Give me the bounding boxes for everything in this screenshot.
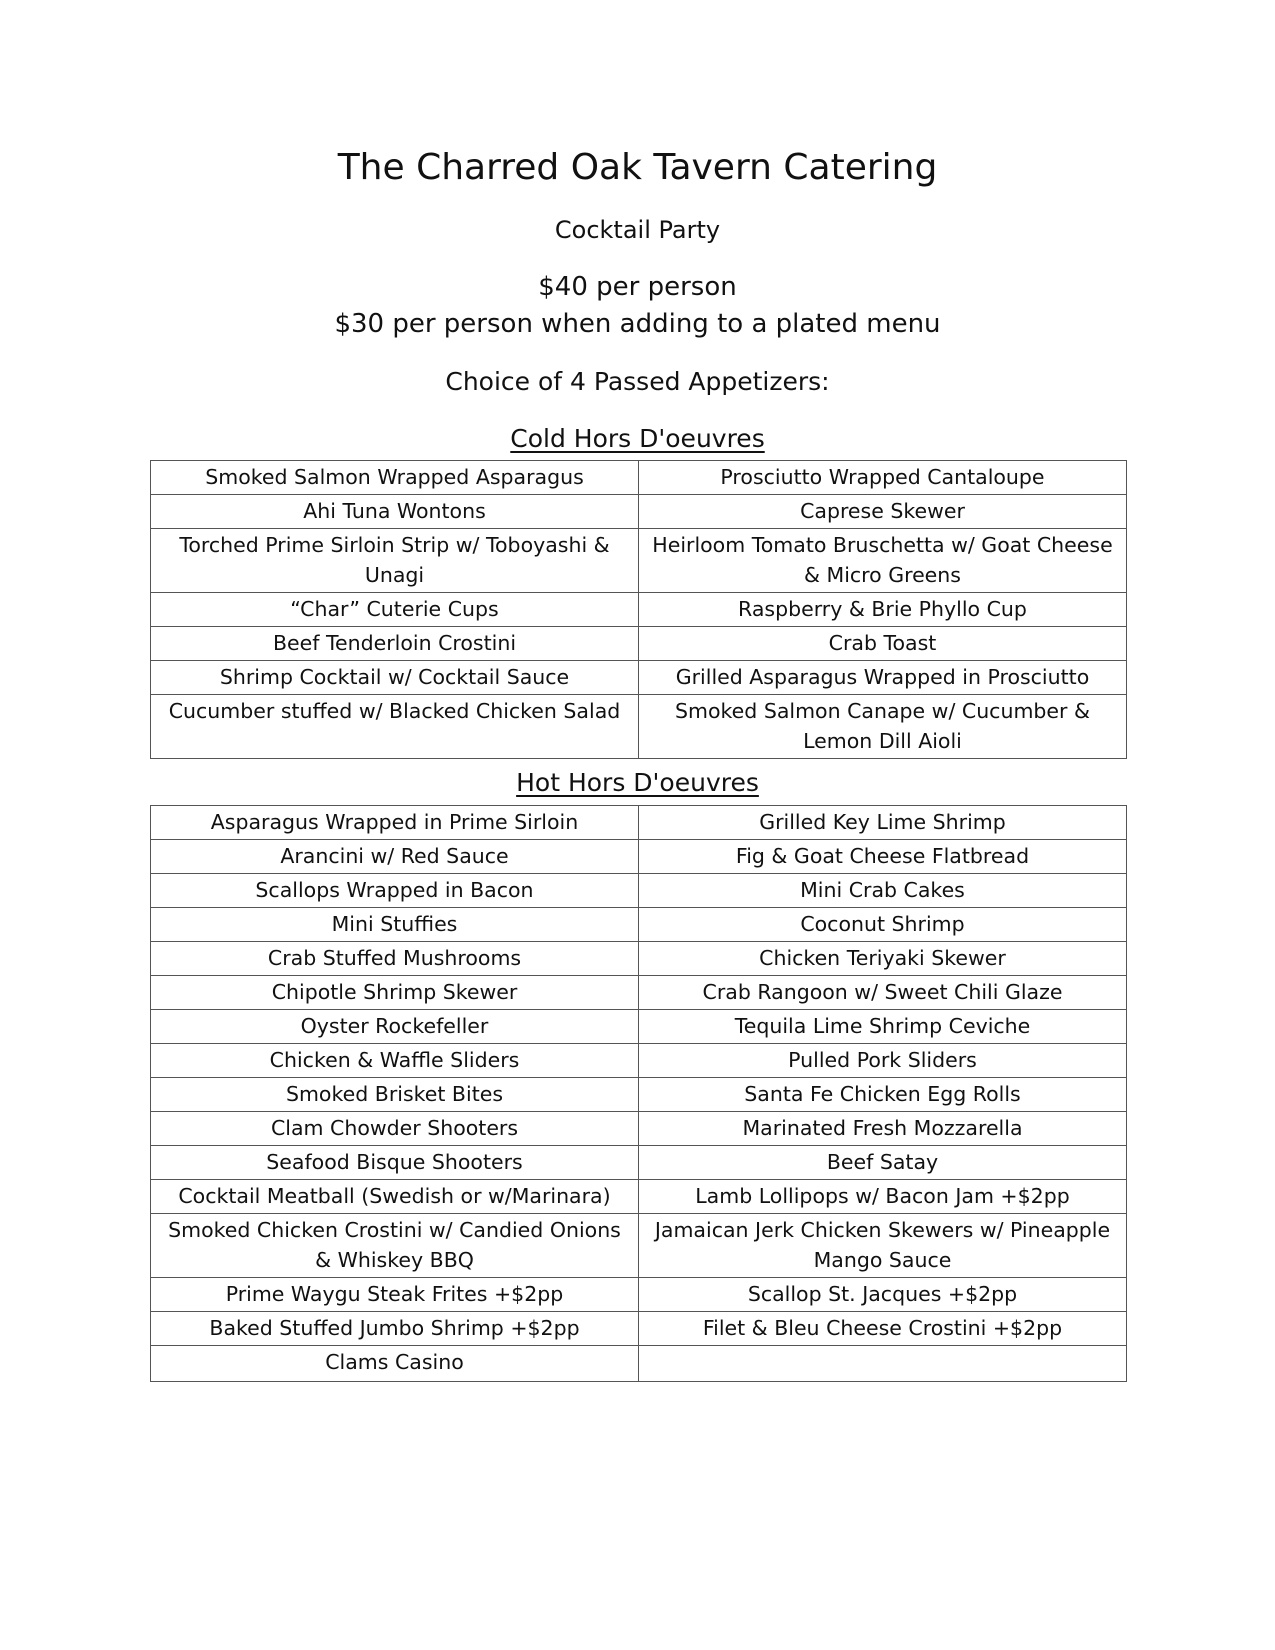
table-row: [151, 461, 1127, 495]
table-row: [151, 529, 1127, 593]
menu-item: Coconut Shrimp: [639, 908, 1127, 942]
table-row: [151, 874, 1127, 908]
menu-item: Tequila Lime Shrimp Ceviche: [639, 1010, 1127, 1044]
table-row: [151, 1078, 1127, 1112]
table-row: [151, 1044, 1127, 1078]
menu-item: “Char” Cuterie Cups: [151, 593, 639, 627]
menu-item: Smoked Brisket Bites: [151, 1078, 639, 1112]
menu-item: Grilled Key Lime Shrimp: [639, 806, 1127, 840]
menu-item: Clam Chowder Shooters: [151, 1112, 639, 1146]
table-row: [151, 593, 1127, 627]
empty-cell: [639, 1346, 1127, 1382]
table-row: [151, 1112, 1127, 1146]
table-row: [151, 1346, 1127, 1382]
table-row: [151, 806, 1127, 840]
table-row: [151, 1214, 1127, 1278]
menu-item: Fig & Goat Cheese Flatbread: [639, 840, 1127, 874]
menu-item: Pulled Pork Sliders: [639, 1044, 1127, 1078]
menu-item: Prosciutto Wrapped Cantaloupe: [639, 461, 1127, 495]
table-row: [151, 661, 1127, 695]
menu-item: Smoked Salmon Canape w/ Cucumber & Lemon Dill Aioli: [639, 695, 1127, 759]
menu-item: Grilled Asparagus Wrapped in Prosciutto: [639, 661, 1127, 695]
table-row: [151, 976, 1127, 1010]
table-row: [151, 1180, 1127, 1214]
menu-item: Ahi Tuna Wontons: [151, 495, 639, 529]
menu-item: Chicken & Waffle Sliders: [151, 1044, 639, 1078]
price-per-person: $40 per person: [538, 272, 737, 302]
menu-item: Raspberry & Brie Phyllo Cup: [639, 593, 1127, 627]
menu-item: Clams Casino: [151, 1346, 639, 1382]
menu-item: Prime Waygu Steak Frites +$2pp: [151, 1278, 639, 1312]
table-row: [151, 840, 1127, 874]
menu-item: Torched Prime Sirloin Strip w/ Toboyashi & Unagi: [151, 529, 639, 593]
menu-item: Shrimp Cocktail w/ Cocktail Sauce: [151, 661, 639, 695]
menu-item: Beef Satay: [639, 1146, 1127, 1180]
table-row: [151, 695, 1127, 759]
menu-item: Cocktail Meatball (Swedish or w/Marinara): [151, 1180, 639, 1214]
menu-item: Heirloom Tomato Bruschetta w/ Goat Cheese & Micro Greens: [639, 529, 1127, 593]
event-type: Cocktail Party: [554, 216, 721, 244]
choice-label: Choice of 4 Passed Appetizers:: [445, 367, 830, 396]
menu-item: Baked Stuffed Jumbo Shrimp +$2pp: [151, 1312, 639, 1346]
menu-item: Smoked Chicken Crostini w/ Candied Onions & Whiskey BBQ: [151, 1214, 639, 1278]
menu-item: Marinated Fresh Mozzarella: [639, 1112, 1127, 1146]
menu-item: Crab Rangoon w/ Sweet Chili Glaze: [639, 976, 1127, 1010]
menu-item: Mini Crab Cakes: [639, 874, 1127, 908]
table-row: [151, 1146, 1127, 1180]
menu-item: Chipotle Shrimp Skewer: [151, 976, 639, 1010]
table-row: [151, 495, 1127, 529]
menu-item: Scallop St. Jacques +$2pp: [639, 1278, 1127, 1312]
table-row: [151, 942, 1127, 976]
price-plated-addon: $30 per person when adding to a plated menu: [334, 309, 941, 339]
menu-item: Oyster Rockefeller: [151, 1010, 639, 1044]
table-row: [151, 908, 1127, 942]
hot-section-heading: Hot Hors D'oeuvres: [516, 768, 759, 797]
menu-item: Arancini w/ Red Sauce: [151, 840, 639, 874]
hot-menu-table: [150, 805, 1127, 1382]
table-row: [151, 1278, 1127, 1312]
menu-item: Cucumber stuffed w/ Blacked Chicken Salad: [151, 695, 639, 759]
cold-section-heading: Cold Hors D'oeuvres: [510, 424, 765, 453]
cold-menu-table: [150, 460, 1127, 759]
table-row: [151, 627, 1127, 661]
menu-item: Filet & Bleu Cheese Crostini +$2pp: [639, 1312, 1127, 1346]
menu-item: Mini Stuffies: [151, 908, 639, 942]
menu-item: Beef Tenderloin Crostini: [151, 627, 639, 661]
menu-item: Chicken Teriyaki Skewer: [639, 942, 1127, 976]
menu-item: Santa Fe Chicken Egg Rolls: [639, 1078, 1127, 1112]
menu-item: Crab Stuffed Mushrooms: [151, 942, 639, 976]
menu-item: Smoked Salmon Wrapped Asparagus: [151, 461, 639, 495]
menu-item: Seafood Bisque Shooters: [151, 1146, 639, 1180]
table-row: [151, 1010, 1127, 1044]
menu-item: Scallops Wrapped in Bacon: [151, 874, 639, 908]
menu-item: Lamb Lollipops w/ Bacon Jam +$2pp: [639, 1180, 1127, 1214]
menu-item: Jamaican Jerk Chicken Skewers w/ Pineapple Mango Sauce: [639, 1214, 1127, 1278]
page-title: The Charred Oak Tavern Catering: [337, 147, 938, 188]
menu-item: Caprese Skewer: [639, 495, 1127, 529]
table-row: [151, 1312, 1127, 1346]
menu-item: Crab Toast: [639, 627, 1127, 661]
menu-item: Asparagus Wrapped in Prime Sirloin: [151, 806, 639, 840]
